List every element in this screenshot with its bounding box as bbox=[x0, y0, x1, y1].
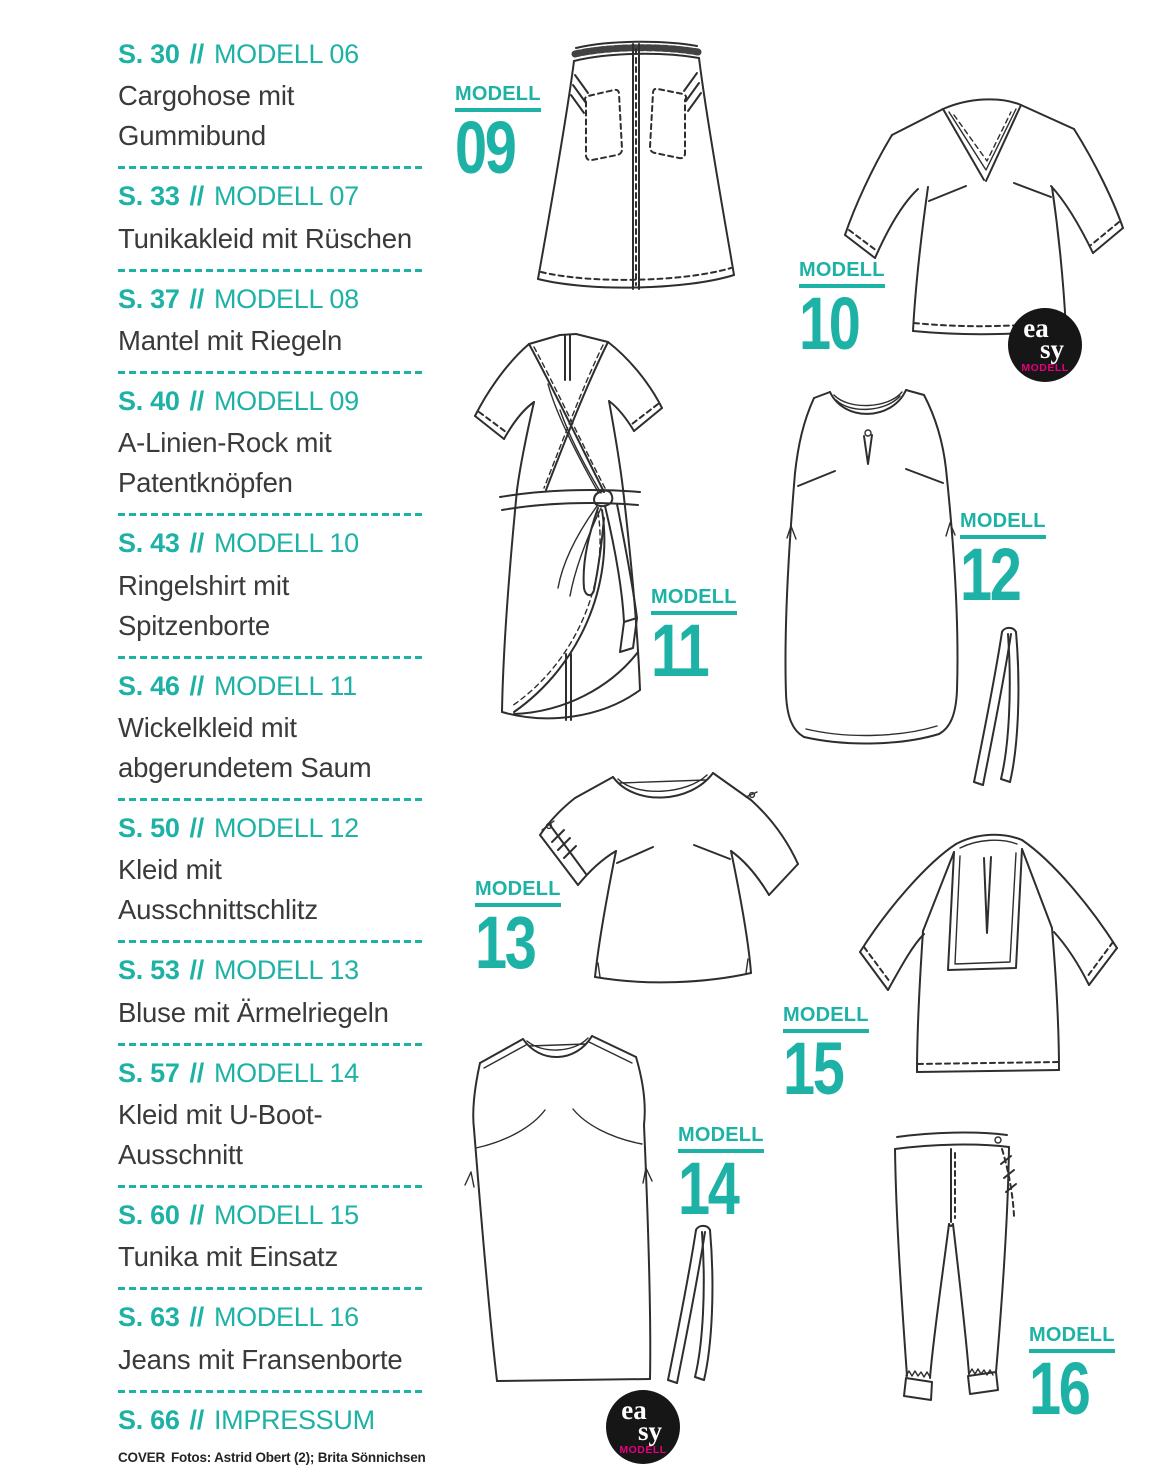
toc-page-number: S. 46 bbox=[118, 670, 180, 701]
toc-entry-head bbox=[118, 387, 426, 415]
dashed-divider bbox=[118, 1390, 426, 1393]
toc-item-title bbox=[118, 1237, 426, 1277]
model-label-number: 12 bbox=[960, 533, 1020, 616]
model-label-word: MODELL bbox=[960, 511, 1046, 539]
dashed-divider bbox=[118, 656, 426, 659]
dashed-divider bbox=[118, 371, 426, 374]
easy-modell-badge-top bbox=[1008, 308, 1082, 382]
toc-item bbox=[118, 529, 426, 658]
toc-title-line: Spitzenborte bbox=[118, 609, 271, 641]
toc-title-line: Cargohose mit bbox=[118, 80, 295, 112]
dashed-divider bbox=[118, 1287, 426, 1290]
toc-title-line: Ringelshirt mit bbox=[118, 569, 290, 601]
toc-title-line: Kleid mit U-Boot- bbox=[118, 1099, 323, 1131]
shift-dress-technical-drawing-14 bbox=[453, 1022, 675, 1407]
toc-page-number: S. 43 bbox=[118, 528, 180, 559]
dashed-divider bbox=[118, 166, 426, 169]
dashed-divider bbox=[118, 1043, 426, 1046]
toc-item bbox=[118, 182, 426, 271]
toc-item-impressum bbox=[118, 1406, 426, 1434]
badge-easy-text-line1: ea bbox=[621, 1395, 647, 1426]
model-label-16 bbox=[1029, 1324, 1115, 1430]
toc-title-line: Gummibund bbox=[118, 120, 266, 152]
toc-separator: // bbox=[189, 528, 204, 559]
badge-easy-text-line2: sy bbox=[637, 1416, 662, 1447]
model-label-number: 15 bbox=[783, 1027, 843, 1110]
toc-entry-head bbox=[118, 285, 426, 313]
model-label-number: 13 bbox=[475, 901, 535, 984]
toc-entry-head bbox=[118, 814, 426, 842]
tie-belt-drawing-14 bbox=[660, 1222, 720, 1392]
badge-easy-text-line2: sy bbox=[1039, 334, 1064, 365]
toc-item bbox=[118, 40, 426, 169]
toc-page-number: S. 30 bbox=[118, 39, 180, 69]
cover-credit-label: COVER bbox=[118, 1450, 166, 1466]
dashed-divider bbox=[118, 798, 426, 801]
toc-title-line: abgerundetem Saum bbox=[118, 752, 372, 784]
raglan-tunic-technical-drawing-15 bbox=[845, 823, 1135, 1091]
toc-model-ref: MODELL 06 bbox=[213, 39, 359, 69]
toc-separator: // bbox=[189, 955, 204, 986]
toc-entry-head bbox=[118, 1303, 426, 1331]
toc-item bbox=[118, 285, 426, 374]
model-label-word: MODELL bbox=[1029, 1325, 1115, 1353]
vneck-top-technical-drawing-10 bbox=[840, 84, 1130, 352]
toc-entry-head bbox=[118, 1201, 426, 1229]
model-label-word: MODELL bbox=[475, 879, 561, 907]
table-of-contents bbox=[118, 40, 426, 1465]
wrap-dress-technical-drawing-11 bbox=[452, 322, 687, 722]
toc-separator: // bbox=[189, 670, 204, 701]
toc-title-line: Kleid mit Ausschnittschlitz bbox=[118, 854, 318, 926]
model-label-number: 16 bbox=[1029, 1347, 1089, 1430]
toc-entry-head bbox=[118, 529, 426, 557]
toc-title-line: Jeans mit Fransenborte bbox=[118, 1343, 403, 1375]
toc-title-line: A-Linien-Rock mit bbox=[118, 427, 332, 459]
toc-item-title bbox=[118, 219, 426, 259]
model-label-number: 09 bbox=[455, 106, 515, 189]
model-label-word: MODELL bbox=[783, 1005, 869, 1033]
badge-modell-text: MODELL bbox=[1021, 362, 1069, 375]
toc-model-ref: MODELL 14 bbox=[213, 1057, 359, 1088]
toc-model-ref: MODELL 11 bbox=[213, 670, 357, 701]
cover-credit-text: Fotos: Astrid Obert (2); Brita Sönnichsen bbox=[171, 1450, 426, 1466]
model-label-word: MODELL bbox=[455, 84, 541, 112]
model-label-word: MODELL bbox=[799, 260, 885, 288]
toc-separator: // bbox=[189, 1200, 204, 1231]
toc-item bbox=[118, 1201, 426, 1290]
toc-separator: // bbox=[189, 181, 204, 212]
toc-entry-head bbox=[118, 672, 426, 700]
toc-item bbox=[118, 672, 426, 801]
toc-item bbox=[118, 814, 426, 943]
model-label-number: 10 bbox=[799, 282, 859, 365]
toc-item-title bbox=[118, 850, 426, 930]
toc-page-number: S. 60 bbox=[118, 1200, 180, 1231]
toc-separator: // bbox=[189, 39, 204, 69]
toc-page-number: S. 63 bbox=[118, 1302, 180, 1333]
notch-dress-technical-drawing-12 bbox=[778, 376, 963, 766]
tie-belt-drawing-12 bbox=[966, 624, 1026, 794]
dashed-divider bbox=[118, 513, 426, 516]
model-label-number: 11 bbox=[651, 609, 708, 692]
dashed-divider bbox=[118, 269, 426, 272]
toc-model-ref: MODELL 09 bbox=[213, 386, 359, 417]
dashed-divider bbox=[118, 1185, 426, 1188]
toc-item-title bbox=[118, 423, 426, 503]
toc-title-line: Tunikakleid mit Rüschen bbox=[118, 222, 412, 254]
toc-model-ref: MODELL 16 bbox=[213, 1302, 359, 1333]
model-label-12 bbox=[960, 510, 1046, 616]
model-label-word: MODELL bbox=[651, 587, 737, 615]
toc-separator: // bbox=[189, 386, 204, 417]
dashed-divider bbox=[118, 940, 426, 943]
toc-title-line: Tunika mit Einsatz bbox=[118, 1241, 339, 1273]
toc-title-line: Ausschnitt bbox=[118, 1139, 243, 1171]
cropped-jeans-technical-drawing-16 bbox=[883, 1126, 1023, 1413]
toc-title-line: Bluse mit Ärmelriegeln bbox=[118, 996, 389, 1028]
toc-model-ref: MODELL 15 bbox=[213, 1200, 359, 1231]
toc-separator: // bbox=[189, 1057, 204, 1088]
toc-item-title bbox=[118, 566, 426, 646]
toc-separator: // bbox=[189, 1404, 204, 1435]
skirt-technical-drawing-09 bbox=[528, 33, 743, 293]
toc-title-line: Patentknöpfen bbox=[118, 467, 293, 499]
toc-model-ref: IMPRESSUM bbox=[213, 1404, 375, 1435]
toc-model-ref: MODELL 08 bbox=[213, 283, 359, 314]
toc-page-number: S. 33 bbox=[118, 181, 180, 212]
cover-credit bbox=[118, 1450, 426, 1465]
toc-page-number: S. 66 bbox=[118, 1404, 180, 1435]
toc-page-number: S. 40 bbox=[118, 386, 180, 417]
toc-separator: // bbox=[189, 1302, 204, 1333]
toc-entry-head bbox=[118, 956, 426, 984]
toc-item-title bbox=[118, 1340, 426, 1380]
toc-page-number: S. 37 bbox=[118, 283, 180, 314]
toc-title-line: Mantel mit Riegeln bbox=[118, 325, 343, 357]
toc-item-title bbox=[118, 321, 426, 361]
toc-page-number: S. 53 bbox=[118, 955, 180, 986]
badge-easy-text-line1: ea bbox=[1023, 313, 1049, 344]
toc-entry-head bbox=[118, 1406, 426, 1434]
toc-model-ref: MODELL 12 bbox=[213, 813, 359, 844]
toc-entry-head bbox=[118, 40, 426, 68]
toc-item-title bbox=[118, 708, 426, 788]
toc-item bbox=[118, 1303, 426, 1392]
toc-title-line: Wickelkleid mit bbox=[118, 712, 297, 744]
toc-separator: // bbox=[189, 283, 204, 314]
toc-entry-head bbox=[118, 182, 426, 210]
toc-model-ref: MODELL 10 bbox=[213, 528, 359, 559]
toc-entry-head bbox=[118, 1059, 426, 1087]
model-label-word: MODELL bbox=[678, 1125, 764, 1153]
toc-page-number: S. 50 bbox=[118, 813, 180, 844]
toc-item bbox=[118, 956, 426, 1045]
toc-item-title bbox=[118, 993, 426, 1033]
toc-item-title bbox=[118, 1095, 426, 1175]
easy-modell-badge-bottom bbox=[606, 1390, 680, 1464]
toc-model-ref: MODELL 13 bbox=[213, 955, 359, 986]
toc-model-ref: MODELL 07 bbox=[213, 181, 359, 212]
badge-modell-text: MODELL bbox=[619, 1444, 667, 1457]
model-label-number: 14 bbox=[678, 1147, 738, 1230]
toc-page-number: S. 57 bbox=[118, 1057, 180, 1088]
tee-technical-drawing-13 bbox=[518, 756, 808, 988]
toc-separator: // bbox=[189, 813, 204, 844]
toc-item-title bbox=[118, 76, 426, 156]
toc-item bbox=[118, 387, 426, 516]
toc-item bbox=[118, 1059, 426, 1188]
model-label-14 bbox=[678, 1124, 764, 1230]
